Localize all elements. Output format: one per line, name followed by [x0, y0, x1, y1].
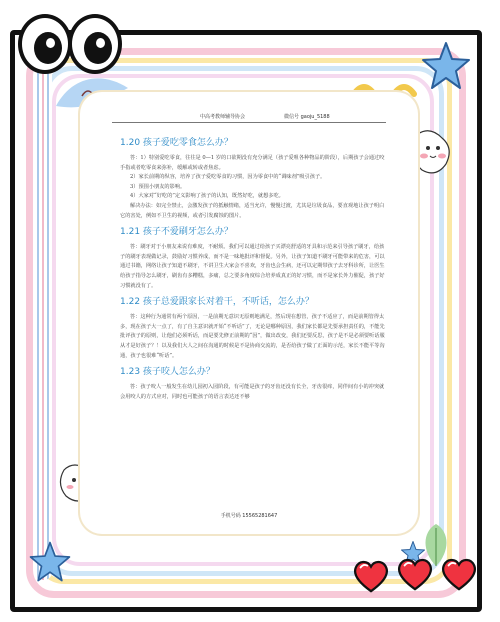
header-left-text: 中高考教师辅导协会	[200, 114, 246, 120]
heart-icon	[352, 558, 390, 594]
document-content	[120, 132, 386, 402]
paragraph: 答：孩子咬人一般发生在幼儿园初入园阶段，有可能是孩子的牙齿还没有长全，牙齿很痒，同伴间有小的冲突就会用咬人的方式应对，同时也可能孩子的语言表达还不够	[120, 384, 385, 400]
page-footer: 手机号码 15565281647	[220, 513, 278, 519]
section-title: 1.22 孩子总爱跟家长对着干，不听话，怎么办？	[120, 297, 314, 308]
paragraph: 答：1）特别爱吃零食，往往是 0—1 岁的口欲期没有充分满足（孩子爱咀各种物品的阶段），后期孩子会通过咬手指或者吃零食来弥补，缓解或转或者焦虑。	[120, 155, 385, 171]
paragraph: 4）大家对“好吃的”定义影响了孩子的认知，既然好吃，就想多吃。	[130, 193, 284, 200]
star-icon-top-right	[420, 40, 472, 92]
paragraph: 答：这种行为通常有两个原因，一是前期无意识无原则地满足，然后现在想管，孩子不适应了，而是前期管得太多，现在孩子大一点了，有了自主意识就开始“不听话”了，无论是哪种原因，我们家长都是先要承担责任的，不能先批评孩子的原则，让他们必须听话，而是要先修正前期的“因”，做出改变，我们还要反思，孩子是不是必须要听话服从才是好孩子？！以及我们大人之间在沟通的时候是不是协商交流的，是否给孩子做了正面的示范，家长不能平等沟通，孩子也很难“听话”。	[120, 314, 385, 359]
page-header	[112, 106, 386, 123]
document-page	[80, 92, 418, 534]
paragraph: 3）预围小朋友的影响。	[130, 183, 186, 190]
paragraph: 解决办法：如完全禁止，会激发孩子的抵触情绪，适当允许，慢慢过渡，尤其是垃圾食品，要直观地让孩子明白它的害处，例如不卫生的视频，或者引发腐蚀的图片。	[120, 202, 385, 219]
paragraph: 答：刷牙对于小朋友来说有难度，不耐烦。我们可以通过给孩子买漂亮舒适的牙具和示范来引导孩子刷牙，给孩子的刷牙表现做记录，鼓励好习惯养成，而不是一味地批评和督促。另外，让孩子知道不刷牙可能带来的危害，可以通过书籍，网络让孩子知道不刷牙，不讲卫生大家会不喜欢，牙齿也会生病，还可以定期带孩子去牙科诊所，让医生给孩子指导怎么刷牙，刷齿有多糟糕，多痛，总之要多角度综合培养成真正的好习惯，而不是家长外力催促，孩子好习惯就没有了。	[120, 244, 385, 289]
section-title: 1.21 孩子不爱刷牙怎么办？	[120, 227, 233, 238]
heart-icon	[396, 556, 434, 592]
section-title: 1.20 孩子爱吃零食怎么办？	[120, 138, 233, 148]
section-title: 1.23 孩子咬人怎么办？	[120, 367, 215, 378]
right-eye-icon	[68, 14, 122, 74]
left-eye-icon	[18, 14, 72, 74]
star-icon-bottom-left	[28, 540, 72, 584]
heart-icon	[440, 556, 478, 592]
left-striped-bar	[34, 60, 52, 580]
header-right-text: 微信号 gaoju_5188	[284, 114, 330, 120]
paragraph: 2）家长前期的纵容，培养了孩子爱吃零食的习惯，因为零食中的“调味剂”吸引孩子。	[130, 174, 326, 181]
